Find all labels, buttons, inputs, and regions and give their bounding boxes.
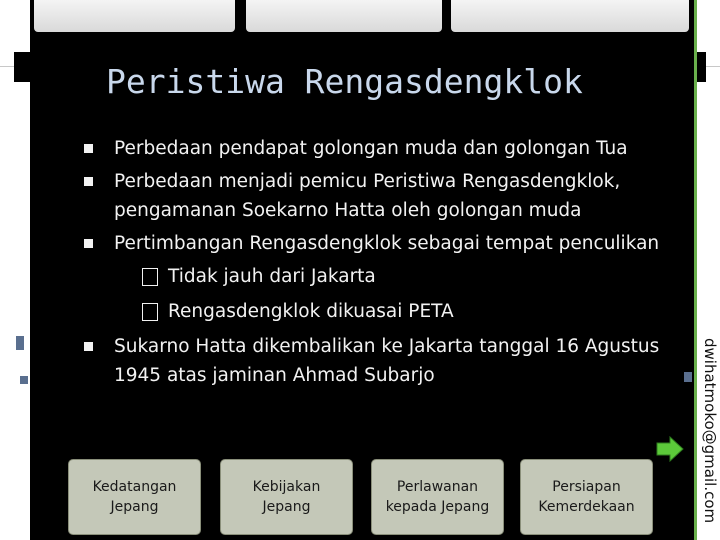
bullet-text: Perbedaan menjadi pemicu Peristiwa Rengasdengklok, pengamanan Soekarno Hatta oleh golongan muda	[114, 171, 621, 221]
top-tab-1	[32, 0, 237, 34]
nav-button-perlawanan[interactable]	[371, 459, 504, 535]
top-tab-2	[244, 0, 444, 34]
bullet-text: Sukarno Hatta dikembalikan ke Jakarta tanggal 16 Agustus 1945 atas jaminan Ahmad Subarjo	[114, 336, 660, 386]
left-decor-line	[0, 66, 14, 67]
green-right-arrow-icon	[656, 436, 684, 462]
sub-bullet-text: Rengasdengklok dikuasai PETA	[168, 301, 454, 322]
right-accent-strip	[694, 0, 697, 540]
sub-bullet-text: Tidak jauh dari Jakarta	[168, 266, 376, 287]
nav-button-label: Perlawanan kepada Jepang	[385, 479, 490, 515]
right-decor-line	[706, 66, 720, 67]
slide-content	[80, 134, 680, 390]
left-decor-square	[16, 336, 24, 350]
nav-button-kedatangan-jepang[interactable]	[68, 459, 201, 535]
square-bullet-icon	[84, 342, 93, 351]
missing-glyph-icon	[142, 303, 158, 321]
right-decor-square	[684, 372, 692, 382]
bullet-item	[80, 332, 680, 390]
square-bullet-icon	[84, 239, 93, 248]
top-tab-3	[449, 0, 691, 34]
sub-bullet-item	[80, 262, 680, 291]
left-decor-bar	[14, 52, 32, 82]
nav-button-label: Kedatangan Jepang	[92, 479, 177, 515]
bullet-item	[80, 229, 680, 258]
bullet-item	[80, 134, 680, 163]
nav-button-kebijakan-jepang[interactable]	[220, 459, 353, 535]
nav-button-label: Kebijakan Jepang	[252, 479, 321, 515]
nav-button-persiapan-kemerdekaan[interactable]	[520, 459, 653, 535]
author-email: dwihatmoko@gmail.com	[701, 338, 719, 524]
bullet-item	[80, 167, 680, 225]
sub-bullet-item	[80, 297, 680, 326]
missing-glyph-icon	[142, 268, 158, 286]
next-arrow-button[interactable]	[656, 436, 684, 462]
bullet-text: Perbedaan pendapat golongan muda dan golongan Tua	[114, 138, 628, 159]
square-bullet-icon	[84, 144, 93, 153]
left-decor-square-2	[20, 376, 28, 384]
slide-title: Peristiwa Rengasdengklok	[106, 62, 583, 101]
bullet-text: Pertimbangan Rengasdengklok sebagai tempat penculikan	[114, 233, 660, 254]
square-bullet-icon	[84, 177, 93, 186]
nav-button-label: Persiapan Kemerdekaan	[538, 479, 635, 515]
